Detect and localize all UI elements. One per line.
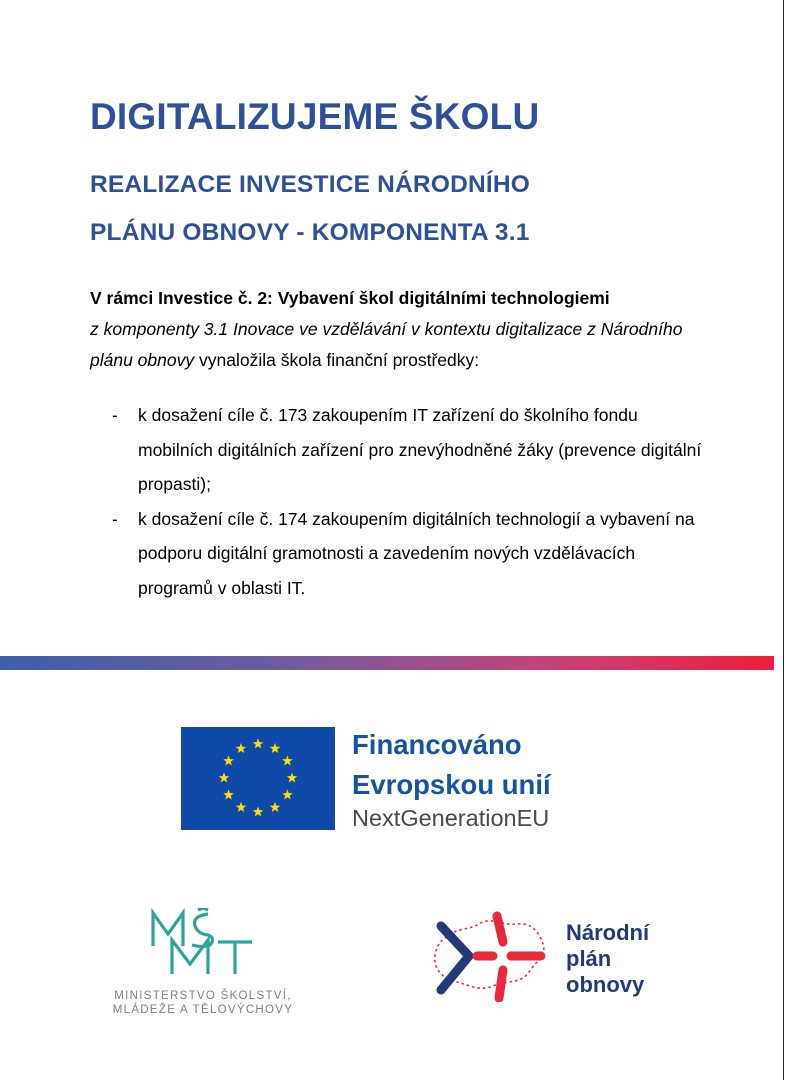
- eu-star: [236, 802, 247, 812]
- eu-star: [270, 802, 281, 812]
- component-reference: z komponenty 3.1 Inovace ve vzdělávání v kontextu digitalizace z Národního plánu obnovy: [90, 319, 683, 370]
- subtitle-line-2: PLÁNU OBNOVY - KOMPONENTA 3.1: [90, 219, 530, 246]
- list-item: [90, 502, 710, 606]
- page-title: DIGITALIZUJEME ŠKOLU: [90, 96, 540, 137]
- npo-label: [566, 920, 649, 998]
- npo-line-1: Národní: [566, 920, 650, 945]
- msmt-logo: [150, 908, 258, 983]
- bullet-dash: -: [112, 405, 118, 425]
- eu-star: [287, 772, 298, 782]
- intro-paragraph: [90, 283, 730, 376]
- investment-heading: V rámci Investice č. 2: Vybavení škol digitálními technologiemi: [90, 288, 610, 308]
- eu-star: [253, 738, 264, 748]
- eu-funding-label: [352, 725, 551, 805]
- intro-tail: vynaložila škola finanční prostředky:: [194, 350, 480, 370]
- goals-list: [90, 398, 710, 605]
- eu-star: [223, 755, 234, 765]
- eu-star: [236, 743, 247, 753]
- npo-map-arrow-icon: [427, 910, 557, 1002]
- page-edge-line: [783, 0, 784, 1080]
- ministry-name: [96, 989, 310, 1017]
- eu-star: [219, 772, 230, 782]
- eu-flag-icon: [181, 727, 335, 830]
- intro-text: [90, 314, 730, 376]
- eu-union-text: Evropskou unií: [352, 769, 551, 800]
- gradient-divider: [0, 656, 774, 670]
- eu-funded-text: Financováno: [352, 729, 522, 760]
- npo-line-3: obnovy: [566, 972, 645, 997]
- npo-logo: [427, 910, 557, 1007]
- eu-star: [270, 743, 281, 753]
- goal-text: k dosažení cíle č. 174 zakoupením digitálních technologií a vybavení na podporu digitální gramotnosti a zavedením nových vzdělávacích programů v oblasti IT.: [138, 508, 695, 598]
- eu-star: [223, 789, 234, 799]
- list-item: [90, 398, 710, 502]
- ministry-name-line-1: MINISTERSTVO ŠKOLSTVÍ,: [114, 990, 292, 1002]
- subtitle-line-1: REALIZACE INVESTICE NÁRODNÍHO: [90, 171, 531, 198]
- eu-star: [253, 806, 264, 816]
- next-generation-eu-text: NextGenerationEU: [352, 805, 550, 831]
- msmt-monogram-icon: [150, 908, 258, 978]
- bullet-dash: -: [112, 508, 118, 529]
- eu-star: [282, 789, 293, 799]
- ministry-name-line-2: MLÁDEŽE A TĚLOVÝCHOVY: [112, 1004, 294, 1016]
- goal-text: k dosažení cíle č. 173 zakoupením IT zařízení do školního fondu mobilních digitálních zařízení pro znevýhodněné žáky (prevence digitální propasti);: [138, 405, 702, 494]
- eu-star: [282, 755, 293, 765]
- npo-line-2: plán: [566, 946, 612, 971]
